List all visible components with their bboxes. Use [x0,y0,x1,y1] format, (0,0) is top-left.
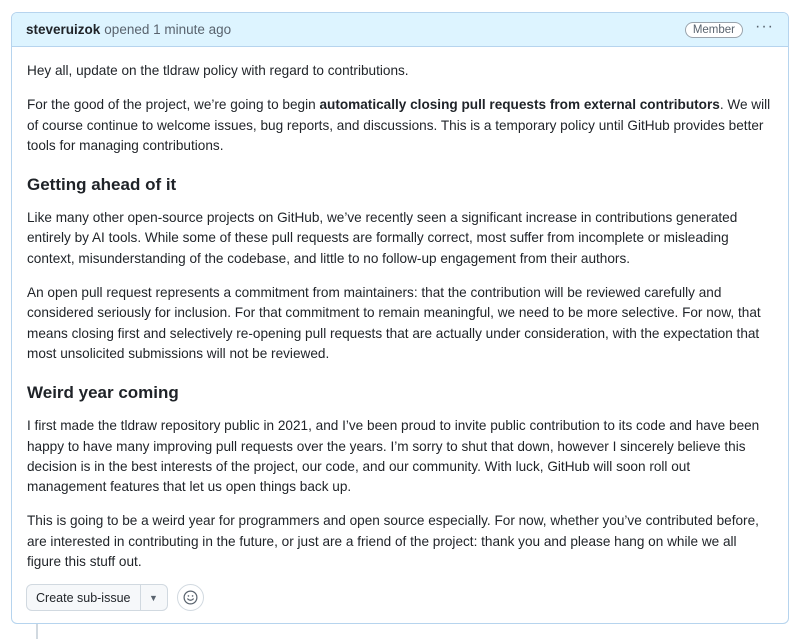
smiley-icon-graphic [183,590,198,605]
history-paragraph: I first made the tldraw repository public in 2021, and I’ve been proud to invite public contribution to its code and have been happy to have many improving pull requests over the years. I’m sorry to shut that down, however I sincerely believe this decision is in the best interests of the project, our code, and our community. With luck, GitHub will soon roll out management features that let us open things back up. [27,418,760,495]
timeline-connector [36,624,38,639]
comment-timestamp[interactable]: opened 1 minute ago [104,22,232,37]
policy-bold-text: automatically closing pull requests from external contributors [319,97,720,113]
create-sub-issue-button[interactable]: Create sub-issue [36,590,131,605]
triangle-down-icon[interactable]: ▼ [140,585,167,610]
policy-text-start: For the good of the project, we’re going to begin [27,97,320,113]
kebab-horizontal-icon[interactable]: ··· [755,17,774,35]
issue-comment-card [11,12,789,624]
author-link[interactable]: steveruizok [26,22,101,37]
comment-actions [26,584,204,611]
heading-weird-year: Weird year coming [27,383,179,403]
closing-paragraph: This is going to be a weird year for programmers and open source especially. For now, whether you’ve contributed before, are interested in contributing in the future, or just are a friend of the project: thank you and please hang on while we all figure this stuff out. [27,513,759,570]
smiley-icon[interactable] [177,584,204,611]
policy-text-end: . We will of course continue to welcome issues, bug reports, and discussions. This is a temporary policy until GitHub provides better tools for managing contributions. [27,97,771,153]
intro-paragraph: Hey all, update on the tldraw policy with regard to contributions. [27,63,409,78]
comment-header [12,13,788,47]
comment-body [12,47,788,572]
heading-getting-ahead: Getting ahead of it [27,175,177,195]
member-badge: Member [685,22,743,38]
create-sub-issue-split-button [26,584,168,611]
ai-contributions-paragraph: Like many other open-source projects on GitHub, we’ve recently seen a significant increase in contributions generated entirely by AI tools. While some of these pull requests are formally correct, most suffer from incomplete or misleading context, misunderstanding of the codebase, and little to no follow-up engagement from their authors. [27,210,738,266]
commitment-paragraph: An open pull request represents a commitment from maintainers: that the contribution will be reviewed carefully and considered seriously for inclusion. For that commitment to remain meaningful, we need to be more selective. For now, that means closing first and selectively re-opening pull requests that are actually under consideration, with the expectation that most unsolicited submissions will not be reviewed. [27,285,761,361]
policy-paragraph [27,95,773,156]
